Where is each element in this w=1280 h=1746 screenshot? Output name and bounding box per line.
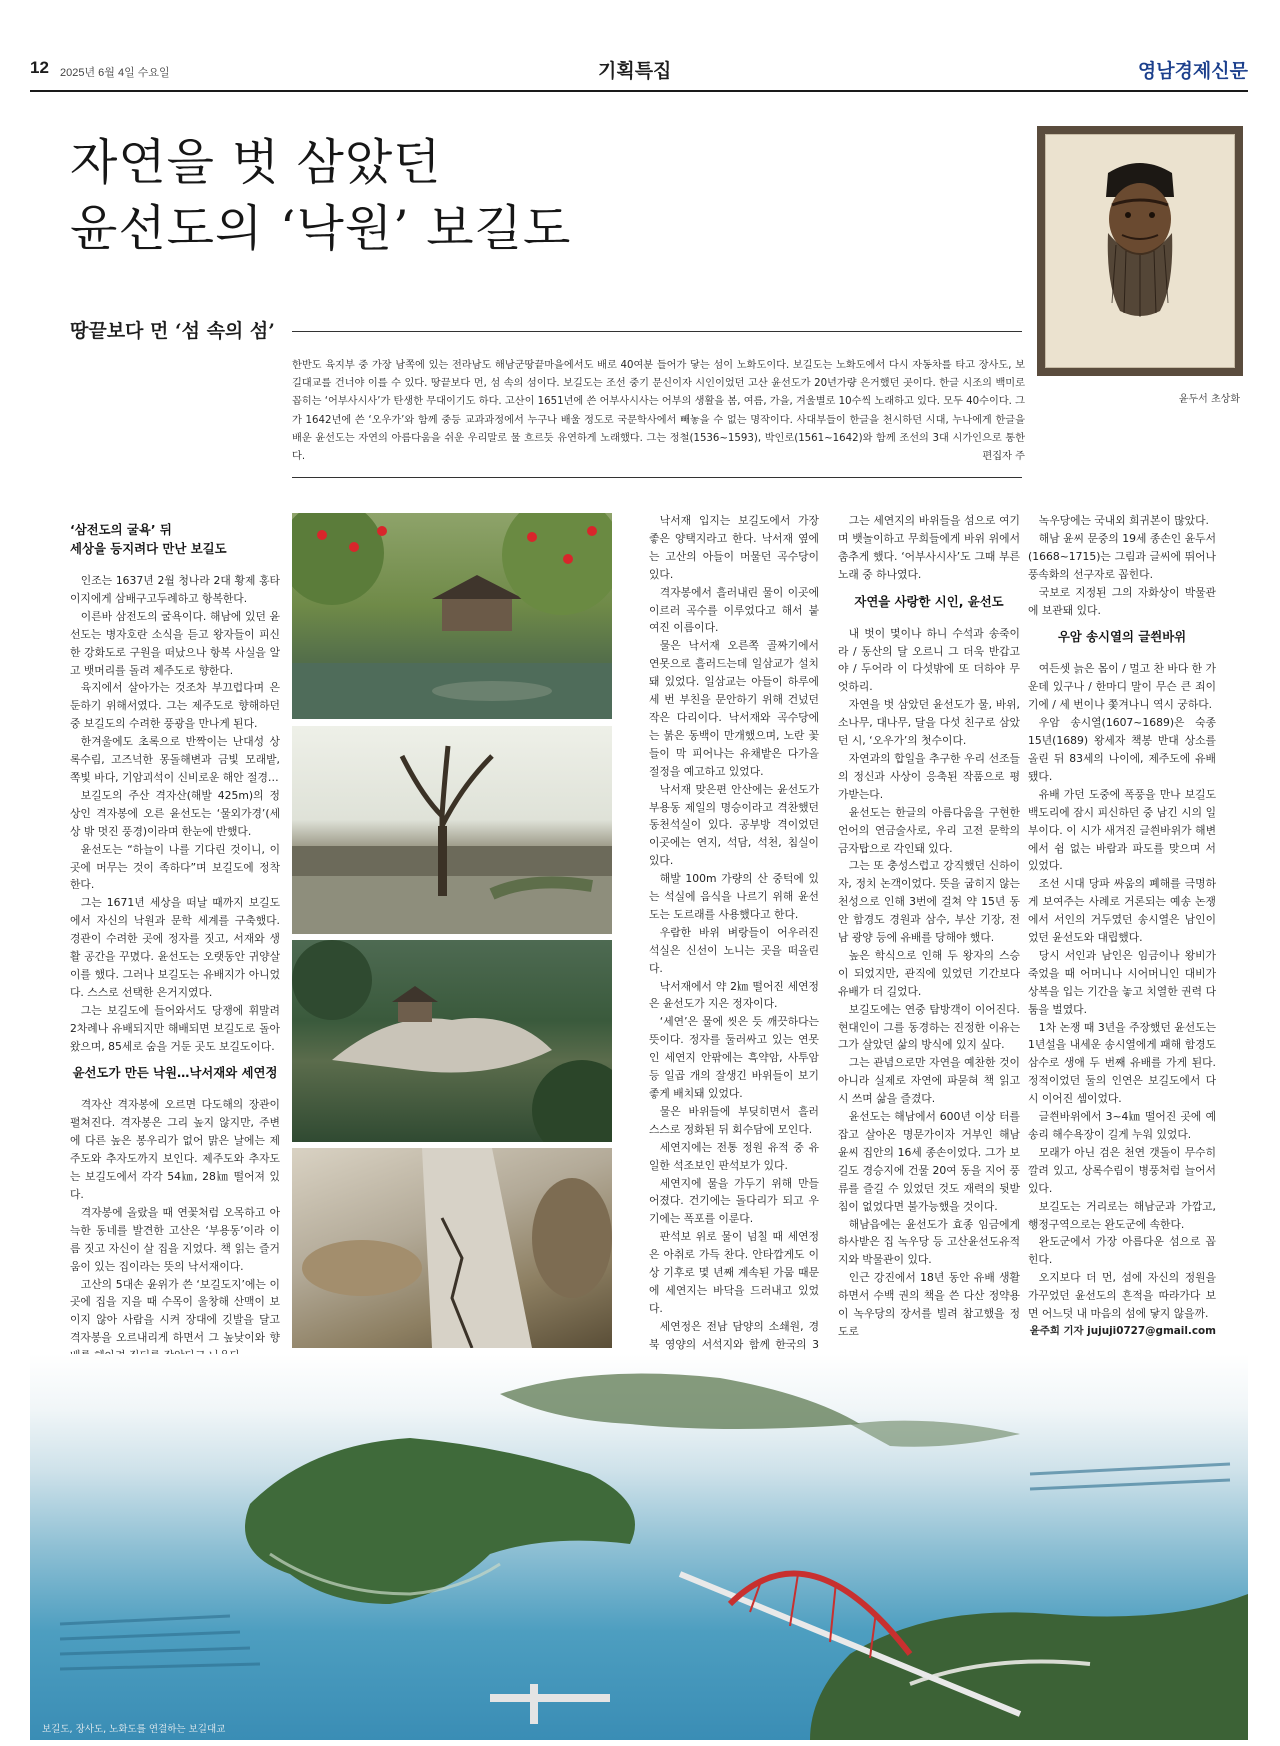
paragraph: 1차 논쟁 때 3년을 주장했던 윤선도는 1년설을 내세운 송시열에게 패해 함경도 삼수로 생애 두 번째 유배를 가게 된다. 정적이었던 둘의 인연은 보길도에서 다시 이어진 셈이었다.: [1028, 1020, 1216, 1106]
paragraph: 윤선도는 해남에서 600년 이상 터를 잡고 살아온 명문가이자 거부인 해남 윤씨 집안의 16세 종손이었다. 그가 보길도 경승지에 건물 20여 동을 지어 풍류를 즐길 수 있었던 것도 재력의 뒷받침이 없었다면 불가능했을 것이다.: [838, 1110, 1020, 1213]
paragraph: 국보로 지정된 그의 자화상이 박물관에 보관돼 있다.: [1028, 585, 1216, 617]
article-column-5: [1028, 512, 1216, 1341]
portrait-frame[interactable]: [1037, 126, 1243, 376]
photo-panseokbo[interactable]: [292, 1148, 612, 1348]
photo-seyeonjeong-camellia[interactable]: [292, 513, 612, 719]
paragraph: 그는 관념으로만 자연을 예찬한 것이 아니라 실제로 자연에 파묻혀 책 읽고 시 쓰며 삶을 즐겼다.: [838, 1056, 1020, 1106]
paragraph: 그는 또 충성스럽고 강직했던 신하이자, 정치 논객이었다. 뜻을 굽히지 않는 천성으로 인해 3번에 걸쳐 약 15년 동안 함경도 경원과 삼수, 부산 기장, 전남 광양 등에 유배를 당해야 했다.: [838, 859, 1020, 945]
intro-divider: [292, 477, 1022, 478]
paragraph: 세연지에 물을 가두기 위해 만들어졌다. 건기에는 돌다리가 되고 우기에는 폭포를 이룬다.: [649, 1176, 819, 1226]
paragraph: 윤선도는 “하늘이 나를 기다린 것이니, 이곳에 머무는 것이 족하다”며 보길도에 정착한다.: [70, 842, 280, 892]
photo-nokudang[interactable]: [292, 726, 612, 934]
headline-line-2: 윤선도의 ‘낙원’ 보길도: [70, 200, 572, 257]
newspaper-logo[interactable]: 영남경제신문: [1137, 60, 1248, 82]
paragraph: 당시 서인과 남인은 임금이나 왕비가 죽었을 때 어머니나 시어머니인 대비가 상복을 입는 기간을 놓고 치열한 권력 다툼을 벌였다.: [1028, 948, 1216, 1016]
portrait-caption: 윤두서 초상화: [1178, 394, 1240, 405]
article-kicker: 땅끝보다 먼 ‘섬 속의 섬’: [70, 320, 275, 342]
paragraph: 고산의 5대손 윤위가 쓴 ‘보길도지’에는 이곳에 집을 지을 때 수목이 울창해 산맥이 보이지 않아 사람을 시켜 장대에 깃발을 달고 격자봉을 오르내리게 하면서 그 높낮이와 향: [70, 1277, 280, 1345]
paragraph: 낙서재에서 약 2㎞ 떨어진 세연정은 윤선도가 지은 정자이다.: [649, 979, 819, 1011]
article-column-3: [649, 512, 819, 1407]
paragraph: 보길도는 거리로는 해남군과 가깝고, 행정구역으로는 완도군에 속한다.: [1028, 1199, 1216, 1231]
paragraph: 육지에서 살아가는 것조차 부끄럽다며 은둔하기 위해서였다. 그는 제주도로 향해하던 중 보길도의 수려한 풍광을 만나게 된다.: [70, 681, 280, 731]
paragraph: 판석보 위로 물이 넘칠 때 세연정은 아취로 가득 찬다. 안타깝게도 이상 기후로 몇 년째 계속된 가뭄 때문에 세연지는 바닥을 드러내고 있었다.: [649, 1230, 819, 1315]
paragraph: 우람한 바위 벼랑들이 어우러진 석실은 신선이 노니는 곳을 떠올린다.: [649, 925, 819, 975]
paragraph: 보길도의 주산 격자산(해발 425m)의 정상인 격자봉에 오른 윤선도는 ‘물외가경’(세상 밖 멋진 풍경)이라며 한눈에 반했다.: [70, 788, 280, 838]
paragraph: 자연과의 합일을 추구한 우리 선조들의 정신과 사상이 응축된 작품으로 평가받는다.: [838, 751, 1020, 801]
photo-dongcheonseoksil[interactable]: [292, 940, 612, 1142]
page-header: [30, 56, 1248, 86]
article-headline: [70, 130, 870, 262]
paragraph: 그는 세연지의 바위들을 섬으로 여기며 뱃놀이하고 무희들에게 바위 위에서 춤추게 했다. ‘어부사시사’도 그때 부른 노래 중 하나였다.: [838, 514, 1020, 581]
paragraph: 여든셋 늙은 몸이 / 멀고 찬 바다 한 가운데 있구나 / 한마디 말이 무슨 큰 죄이기에 / 세 번이나 쫓겨나니 역시 궁하다.: [1028, 662, 1216, 712]
kicker-divider: [292, 331, 1022, 332]
stone-weir-illustration: [292, 1148, 612, 1348]
paragraph: 그는 보길도에 들어와서도 당쟁에 휘말려 2차례나 유배되지만 해배되면 보길도로 돌아왔으며, 85세로 숨을 거둔 곳도 보길도이다.: [70, 1003, 280, 1053]
paragraph: 윤선도는 한글의 아름다움을 구현한 언어의 연금술사로, 우리 고전 문학의 금자탑으로 각인돼 있다.: [838, 805, 1020, 855]
aerial-bridge-illustration: [30, 1354, 1248, 1740]
self-portrait-illustration: [1046, 135, 1234, 367]
paragraph: 해남 윤씨 문중의 19세 종손인 윤두서(1668~1715)는 그림과 글씨에 뛰어나 풍속화의 선구자로 꼽힌다.: [1028, 531, 1216, 581]
paragraph: 글씐바위에서 3~4㎞ 떨어진 곳에 예송리 해수욕장이 길게 누워 있었다.: [1028, 1110, 1216, 1141]
camellia-garden-illustration: [292, 513, 612, 719]
headline-line-1: 자연을 벗 삼았던: [70, 134, 442, 191]
issue-date: 2025년 6월 4일 수요일: [60, 67, 170, 79]
portrait-image: [1045, 134, 1235, 368]
paragraph: 낙서재 입지는 보길도에서 가장 좋은 양택지라고 한다. 낙서재 옆에는 고산의 아들이 머물던 곡수당이 있다.: [649, 514, 819, 581]
aerial-photo-caption: 보길도, 장사도, 노화도를 연결하는 보길대교: [42, 1724, 226, 1735]
paragraph: 낙서재 맞은편 안산에는 윤선도가 부용동 제일의 명승이라고 격찬했던 동천석실이 있다. 공부방 격이었던 이곳에는 연지, 석담, 석천, 침실이 있다.: [649, 782, 819, 868]
paragraph: 격자봉에 올랐을 때 연꽃처럼 오목하고 아늑한 동네를 발견한 고산은 ‘부용동’이라 이름 짓고 자신이 살 집을 지었다. 책 읽는 즐거움이 있는 집이라는 뜻의 낙서재이다.: [70, 1205, 280, 1273]
paragraph: 녹우당에는 국내외 희귀본이 많았다.: [1038, 514, 1209, 527]
paragraph: 세연지에는 전통 정원 유적 중 유일한 석조보인 판석보가 있다.: [649, 1140, 819, 1172]
paragraph: 물은 바위들에 부딪히면서 흘러 스스로 정화된 뒤 회수담에 모인다.: [649, 1104, 819, 1136]
paragraph: 보길도에는 연중 탐방객이 이어진다. 현대인이 그를 동경하는 진정한 이유는 그가 살았던 삶의 방식에 있지 싶다.: [838, 1002, 1020, 1052]
intro-text: 한반도 육지부 중 가장 남쪽에 있는 전라남도 해남군땅끝마을에서도 배로 40여분 들어가 닿는 섬이 노화도이다. 보길도는 노화도에서 다시 자동차를 타고 장사도, 보길대교를 건너야 이를 수 있다. 땅끝보다 먼, 섬 속의 섬이다. 보길도는 조선 중기 문신이자 시인이었던 고산 윤선도가 20년가량 은거했던 곳이다. 한글 시조의 백미로 꼽히는 ‘어부사시사’가 탄생한 무대이기도 하다. 고산이 1651년에 쓴 어부사시사는 어부의 생활을 봄, 여름, 가을, 겨울별로 10수씩 노래하고 있다. 모두 40수이다. 그가 1642년에 쓴 ‘오우가’와 함께 중등 교과과정에서 누구나 배울 정도로 국문학사에서 빼놓을 수 없는 명작이다. 사대부들이 한글을 천시하던 시대, 누나에게 한글을 배운 윤선도는 자연의 아름다움을 쉬운 우리말로 물 흐르듯 유연하게 노래했다. 그는 정철(1536~1593), 박인로(1561~1642)와 함께 조선의 3대 시가인으로 통한다.: [292, 360, 1025, 463]
subheading-poet: 자연을 사랑한 시인, 윤선도: [854, 593, 1004, 609]
paragraph: 해남읍에는 윤선도가 효종 임금에게 하사받은 집 녹우당 등 고산윤선도유적지와 박물관이 있다.: [838, 1217, 1020, 1267]
nokudang-tree-illustration: [292, 726, 612, 934]
paragraph: 우암 송시열(1607~1689)은 숙종 15년(1689) 왕세자 책봉 반대 상소를 올린 뒤 83세의 나이에, 제주도에 유배됐다.: [1028, 716, 1216, 783]
section-title: 기획특집: [598, 60, 672, 82]
editor-note: 편집자 주: [982, 451, 1025, 463]
reporter-byline[interactable]: 윤주희 기자 jujuji0727@gmail.com: [1029, 1324, 1216, 1337]
paragraph: 높은 학식으로 인해 두 왕자의 스승이 되었지만, 관직에 있었던 기간보다 유배가 더 길었다.: [838, 948, 1020, 998]
paragraph: 자연을 벗 삼았던 윤선도가 물, 바위, 소나무, 대나무, 달을 다섯 친구로 삼았던 시, ‘오우가’의 첫수이다.: [838, 698, 1020, 748]
subheading-samjeondo: ‘삼전도의 굴욕’ 뒤 세상을 등지려다 만난 보길도: [70, 522, 227, 556]
paragraph: 해발 100m 가량의 산 중턱에 있는 석실에 음식을 나르기 위해 윤선도는 도르래를 사용했다고 한다.: [649, 872, 819, 921]
paragraph: 유배 가던 도중에 폭풍을 만나 보길도 백도리에 잠시 피신하던 중 남긴 시의 일부이다. 이 시가 새겨진 글씐바위가 해변에서 쉼 없는 바람과 파도를 맞으며 서 있었다.: [1028, 787, 1216, 873]
paragraph: 인조는 1637년 2월 청나라 2대 황제 홍타이지에게 삼배구고두례하고 항복한다.: [70, 574, 280, 605]
paragraph: 인근 강진에서 18년 동안 유배 생활하면서 수백 권의 책을 쓴 다산 정약용이 녹우당의 장서를 빌려 참고했을 정도로: [838, 1271, 1020, 1338]
paragraph: 오지보다 더 먼, 섬에 자신의 정원을 가꾸었던 윤선도의 흔적을 따라가다 보면 어느덧 내 마음의 섬에 닿지 않을까.: [1028, 1271, 1216, 1321]
paragraph: 격자산 격자봉에 오르면 다도해의 장관이 펼쳐진다. 격자봉은 그리 높지 않지만, 주변에 다른 높은 봉우리가 없어 맑은 날에는 제주도와 추자도까지 보인다. 제주도와 추자도는 보길도에서 각각 54㎞, 28㎞ 떨어져 있다.: [70, 1098, 280, 1201]
paragraph: 그는 1671년 세상을 떠날 때까지 보길도에서 자신의 낙원과 문학 세계를 구축했다. 경관이 수려한 곳에 정자를 짓고, 서재와 생활 공간을 꾸몄다. 윤선도는 오랫동안 귀양살이를 했다. 그러나 보길도는 유배지가 아니었다. 스스로 선택한 은거지였다.: [70, 896, 280, 999]
page-number: 12: [30, 58, 49, 77]
paragraph: 격자봉에서 흘러내린 물이 이곳에 이르러 곡수를 이루었다고 해서 붙여진 이름이다.: [649, 585, 819, 635]
header-divider: [30, 90, 1248, 92]
paragraph: ‘세연’은 물에 씻은 듯 깨끗하다는 뜻이다. 정자를 둘러싸고 있는 연못인 세연지 안팎에는 흑약암, 사투암 등 일곱 개의 잘생긴 바위들이 보기 좋게 배치돼 있었다.: [649, 1015, 819, 1100]
article-column-1: [70, 512, 280, 1365]
subheading-geulssin-rock: 우암 송시열의 글씐바위: [1057, 629, 1187, 645]
paragraph: 물은 낙서재 오른쪽 골짜기에서 연못으로 흘러드는데 일삼교가 설치돼 있었다. 일삼교는 아들이 하루에 세 번 부친을 문안하기 위해 건넜던 작은 다리이다. 낙서재와 곡수당에는 붉은 동백이 만개했으며, 노란 꽃들이 막 피어나는 유채밭은 다가올 절정을 예고하고 있었다.: [649, 639, 819, 778]
paragraph: 모래가 아닌 검은 천연 갯돌이 무수히 깔려 있고, 상록수림이 병풍처럼 늘어서 있다.: [1028, 1145, 1216, 1195]
stone-cliff-illustration: [292, 940, 612, 1142]
aerial-photo-bogil-bridge[interactable]: [30, 1354, 1248, 1740]
paragraph: 조선 시대 당파 싸움의 폐해를 극명하게 보여주는 사례로 거론되는 예송 논쟁에서 서인의 거두였던 송시열은 남인이었던 윤선도와 대립했다.: [1028, 877, 1216, 945]
paragraph: 한겨울에도 초록으로 반짝이는 난대성 상록수림, 고즈넉한 몽돌해변과 금빛 모래밭, 쪽빛 바다, 기암괴석이 신비로운 해안 절경…: [70, 735, 280, 784]
article-column-4: [838, 512, 1020, 1341]
paragraph: 내 벗이 몇이나 하니 수석과 송죽이라 / 동산의 달 오르니 그 더욱 반갑고야 / 두어라 이 다섯밖에 또 더하야 무엇하리.: [838, 626, 1020, 694]
subheading-nakseojae: 윤선도가 만든 낙원…낙서재와 세연정: [72, 1065, 278, 1081]
article-intro: [292, 357, 1025, 466]
paragraph: 완도군에서 가장 아름다운 섬으로 꼽힌다.: [1028, 1235, 1216, 1267]
paragraph: 이른바 삼전도의 굴욕이다. 해남에 있던 윤선도는 병자호란 소식을 듣고 왕자들이 피신한 강화도로 구원을 떠났으나 항복 사실을 알고 뱃머리를 돌려 제주도로 향한다.: [70, 609, 280, 677]
paragraph: 세연정은 전남 담양의 소쇄원, 경북 영양의 서석지와 함께 한국의 3: [649, 1319, 819, 1351]
